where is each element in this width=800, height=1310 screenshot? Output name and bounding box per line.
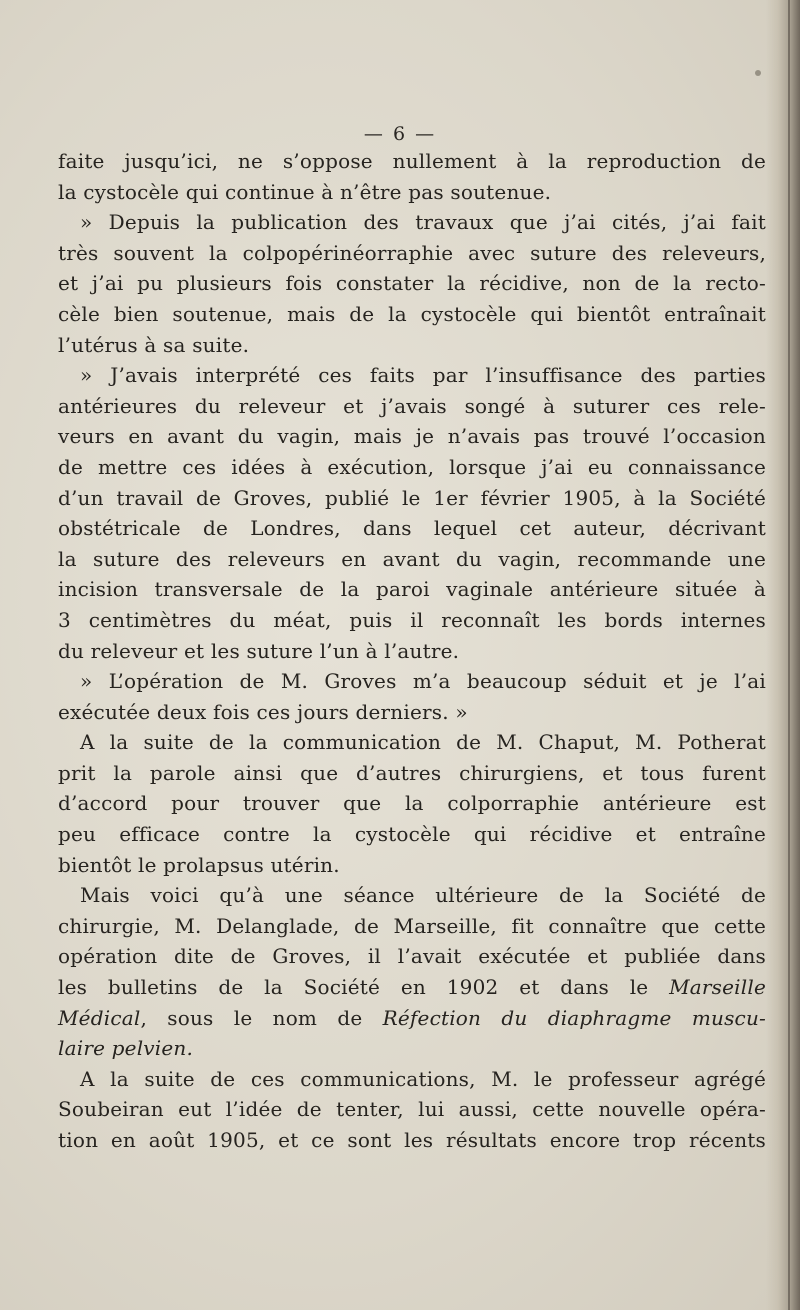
page-edge-shadow [766, 0, 800, 1310]
text-line [58, 299, 766, 330]
text-line [58, 452, 766, 483]
text-line [58, 1064, 766, 1095]
text-segment: la suture des releveurs en avant du vagin, recommande une [58, 546, 766, 571]
text-line [58, 513, 766, 544]
text-line [58, 544, 766, 575]
text-line [58, 727, 766, 758]
text-line [58, 819, 766, 850]
ink-fleck [755, 70, 761, 76]
italic-text: laire pelvien. [58, 1036, 194, 1061]
text-line [58, 268, 766, 299]
text-line [58, 177, 766, 208]
text-segment: bientôt le prolapsus utérin. [58, 852, 340, 877]
text-line [58, 880, 766, 911]
text-line [58, 972, 766, 1003]
italic-text: Marseille [669, 975, 766, 1000]
text-line [58, 941, 766, 972]
page-number: — 6 — [363, 123, 437, 145]
text-line [58, 911, 766, 942]
text-segment: antérieures du releveur et j’avais songé à suturer ces rele- [58, 393, 766, 418]
text-segment: les bulletins de la Société en 1902 et dans le [58, 975, 670, 1000]
text-line [58, 421, 766, 452]
text-line [58, 391, 766, 422]
text-line [58, 1094, 766, 1125]
text-segment: » J’avais interprété ces faits par l’insuffisance des parties [80, 363, 766, 388]
text-segment: tion en août 1905, et ce sont les résultats encore trop récents [58, 1128, 766, 1152]
text-segment: A la suite de ces communications, M. le professeur agrégé [80, 1066, 766, 1091]
text-line [58, 758, 766, 789]
text-segment: prit la parole ainsi que d’autres chirurgiens, et tous furent [58, 760, 766, 785]
text-segment: 3 centimètres du méat, puis il reconnaît les bords internes [58, 607, 766, 632]
text-segment: » L’opération de M. Groves m’a beaucoup séduit et je l’ai [80, 669, 766, 694]
text-line [58, 636, 766, 667]
text-segment: peu efficace contre la cystocèle qui récidive et entraîne [58, 822, 766, 847]
italic-text: Médical [58, 1005, 141, 1030]
page-binding-edge [788, 0, 790, 1310]
text-line [58, 605, 766, 636]
text-segment: opération dite de Groves, il l’avait exécutée et publiée dans [58, 944, 766, 969]
text-line [58, 1125, 766, 1156]
text-segment: , sous le nom de [140, 1005, 383, 1030]
text-segment: la cystocèle qui continue à n’être pas soutenue. [58, 179, 552, 204]
text-segment: de mettre ces idées à exécution, lorsque j’ai eu connaissance [58, 454, 766, 479]
text-segment: A la suite de la communication de M. Chaput, M. Potherat [80, 730, 766, 755]
text-line [58, 330, 766, 361]
text-segment: d’un travail de Groves, publié le 1er février 1905, à la Société [58, 485, 766, 510]
text-segment: Mais voici qu’à une séance ultérieure de la Société de [80, 883, 766, 908]
text-segment: et j’ai pu plusieurs fois constater la récidive, non de la recto- [58, 271, 766, 296]
text-line [58, 697, 766, 728]
italic-text: Réfection du diaphragme muscu- [382, 1005, 766, 1030]
text-line [58, 788, 766, 819]
text-segment: incision transversale de la paroi vaginale antérieure située à [58, 577, 766, 602]
text-line [58, 666, 766, 697]
text-segment: du releveur et les suture l’un à l’autre. [58, 638, 460, 663]
text-line [58, 1003, 766, 1034]
text-line [58, 574, 766, 605]
text-line [58, 1033, 766, 1064]
text-segment: très souvent la colpopérinéorraphie avec suture des releveurs, [58, 240, 766, 265]
text-line [58, 483, 766, 514]
text-segment: obstétricale de Londres, dans lequel cet auteur, décrivant [58, 516, 766, 541]
text-segment: Soubeiran eut l’idée de tenter, lui aussi, cette nouvelle opéra- [58, 1097, 766, 1122]
text-segment: exécutée deux fois ces jours derniers. » [58, 699, 468, 724]
body-text [58, 146, 766, 1156]
text-segment: chirurgie, M. Delanglade, de Marseille, fit connaître que cette [58, 913, 766, 938]
text-line [58, 207, 766, 238]
text-line [58, 146, 766, 177]
text-segment: cèle bien soutenue, mais de la cystocèle qui bientôt entraînait [58, 301, 766, 326]
text-segment: d’accord pour trouver que la colporraphie antérieure est [58, 791, 766, 816]
text-segment: faite jusqu’ici, ne s’oppose nullement à la reproduction de [58, 149, 766, 173]
text-segment: veurs en avant du vagin, mais je n’avais pas trouvé l’occasion [58, 424, 766, 449]
text-line [58, 360, 766, 391]
text-segment: l’utérus à sa suite. [58, 332, 250, 357]
text-line [58, 238, 766, 269]
text-line [58, 850, 766, 881]
text-segment: » Depuis la publication des travaux que j’ai cités, j’ai fait [80, 210, 766, 235]
